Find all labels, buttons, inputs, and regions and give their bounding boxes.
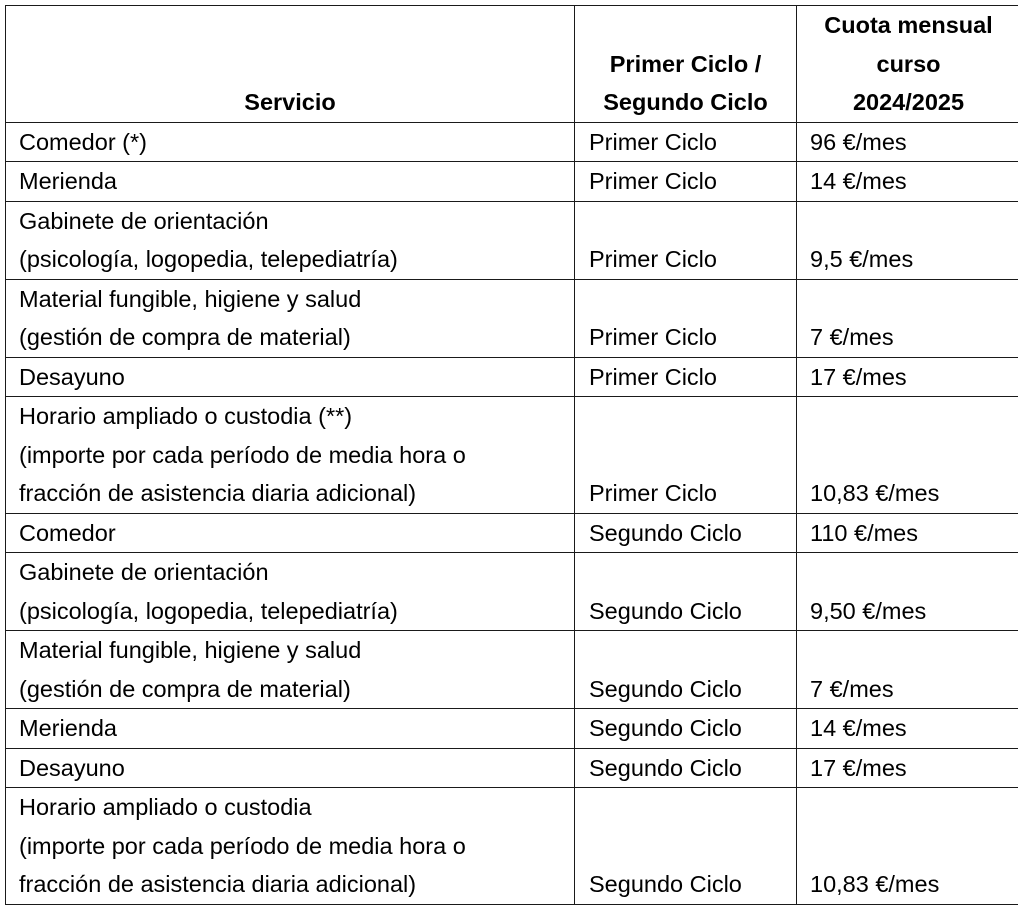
fee-cell: 10,83 €/mes: [797, 397, 1018, 514]
fee-cell: 14 €/mes: [797, 709, 1018, 749]
header-line: Primer Ciclo /: [579, 45, 792, 84]
fees-table: [5, 5, 1018, 905]
fee-cell: 17 €/mes: [797, 357, 1018, 397]
service-line: (psicología, logopedia, telepediatría): [19, 592, 574, 631]
service-cell: [6, 397, 575, 514]
table-row: [6, 279, 1018, 357]
service-cell: [6, 279, 575, 357]
cycle-cell: Primer Ciclo: [575, 357, 797, 397]
header-line: Servicio: [10, 83, 570, 122]
table-row: [6, 162, 1018, 202]
service-line: Material fungible, higiene y salud: [19, 280, 574, 319]
service-line: Gabinete de orientación: [19, 202, 574, 241]
fee-cell: 17 €/mes: [797, 748, 1018, 788]
cycle-cell: Primer Ciclo: [575, 201, 797, 279]
cycle-cell: Primer Ciclo: [575, 397, 797, 514]
service-line: Horario ampliado o custodia (**): [19, 397, 574, 436]
service-cell: [6, 513, 575, 553]
cycle-cell: Segundo Ciclo: [575, 709, 797, 749]
service-line: fracción de asistencia diaria adicional): [19, 474, 574, 513]
service-cell: [6, 709, 575, 749]
service-cell: [6, 553, 575, 631]
service-line: (importe por cada período de media hora o: [19, 436, 574, 475]
header-cuota: [797, 6, 1018, 123]
service-line: Merienda: [19, 709, 574, 748]
service-cell: [6, 122, 575, 162]
cycle-cell: Segundo Ciclo: [575, 553, 797, 631]
header-ciclo: [575, 6, 797, 123]
header-line: 2024/2025: [801, 83, 1016, 122]
service-line: Comedor (*): [19, 123, 574, 162]
service-line: Comedor: [19, 514, 574, 553]
table-row: [6, 513, 1018, 553]
service-cell: [6, 201, 575, 279]
service-cell: [6, 788, 575, 905]
table-row: [6, 709, 1018, 749]
service-line: Desayuno: [19, 749, 574, 788]
cycle-cell: Segundo Ciclo: [575, 631, 797, 709]
cycle-cell: Segundo Ciclo: [575, 788, 797, 905]
fee-cell: 14 €/mes: [797, 162, 1018, 202]
table-row: [6, 397, 1018, 514]
fee-cell: 9,50 €/mes: [797, 553, 1018, 631]
service-line: (gestión de compra de material): [19, 318, 574, 357]
header-servicio: [6, 6, 575, 123]
service-cell: [6, 748, 575, 788]
table-row: [6, 122, 1018, 162]
cycle-cell: Segundo Ciclo: [575, 513, 797, 553]
header-line: Cuota mensual: [801, 6, 1016, 45]
table-header-row: [6, 6, 1018, 123]
table-row: [6, 631, 1018, 709]
service-line: Desayuno: [19, 358, 574, 397]
service-line: (psicología, logopedia, telepediatría): [19, 240, 574, 279]
fee-cell: 10,83 €/mes: [797, 788, 1018, 905]
service-line: Horario ampliado o custodia: [19, 788, 574, 827]
cycle-cell: Primer Ciclo: [575, 162, 797, 202]
service-line: fracción de asistencia diaria adicional): [19, 865, 574, 904]
fee-cell: 7 €/mes: [797, 631, 1018, 709]
fee-cell: 110 €/mes: [797, 513, 1018, 553]
table-row: [6, 201, 1018, 279]
fee-cell: 9,5 €/mes: [797, 201, 1018, 279]
service-line: (importe por cada período de media hora o: [19, 827, 574, 866]
cycle-cell: Primer Ciclo: [575, 122, 797, 162]
service-line: Gabinete de orientación: [19, 553, 574, 592]
service-line: Material fungible, higiene y salud: [19, 631, 574, 670]
table-row: [6, 748, 1018, 788]
cycle-cell: Primer Ciclo: [575, 279, 797, 357]
table-row: [6, 788, 1018, 905]
service-cell: [6, 631, 575, 709]
table-row: [6, 553, 1018, 631]
fee-cell: 7 €/mes: [797, 279, 1018, 357]
header-line: Segundo Ciclo: [579, 83, 792, 122]
table-row: [6, 357, 1018, 397]
table-body: [6, 122, 1018, 904]
service-line: (gestión de compra de material): [19, 670, 574, 709]
header-line: curso: [801, 45, 1016, 84]
service-cell: [6, 162, 575, 202]
cycle-cell: Segundo Ciclo: [575, 748, 797, 788]
fee-cell: 96 €/mes: [797, 122, 1018, 162]
service-cell: [6, 357, 575, 397]
service-line: Merienda: [19, 162, 574, 201]
